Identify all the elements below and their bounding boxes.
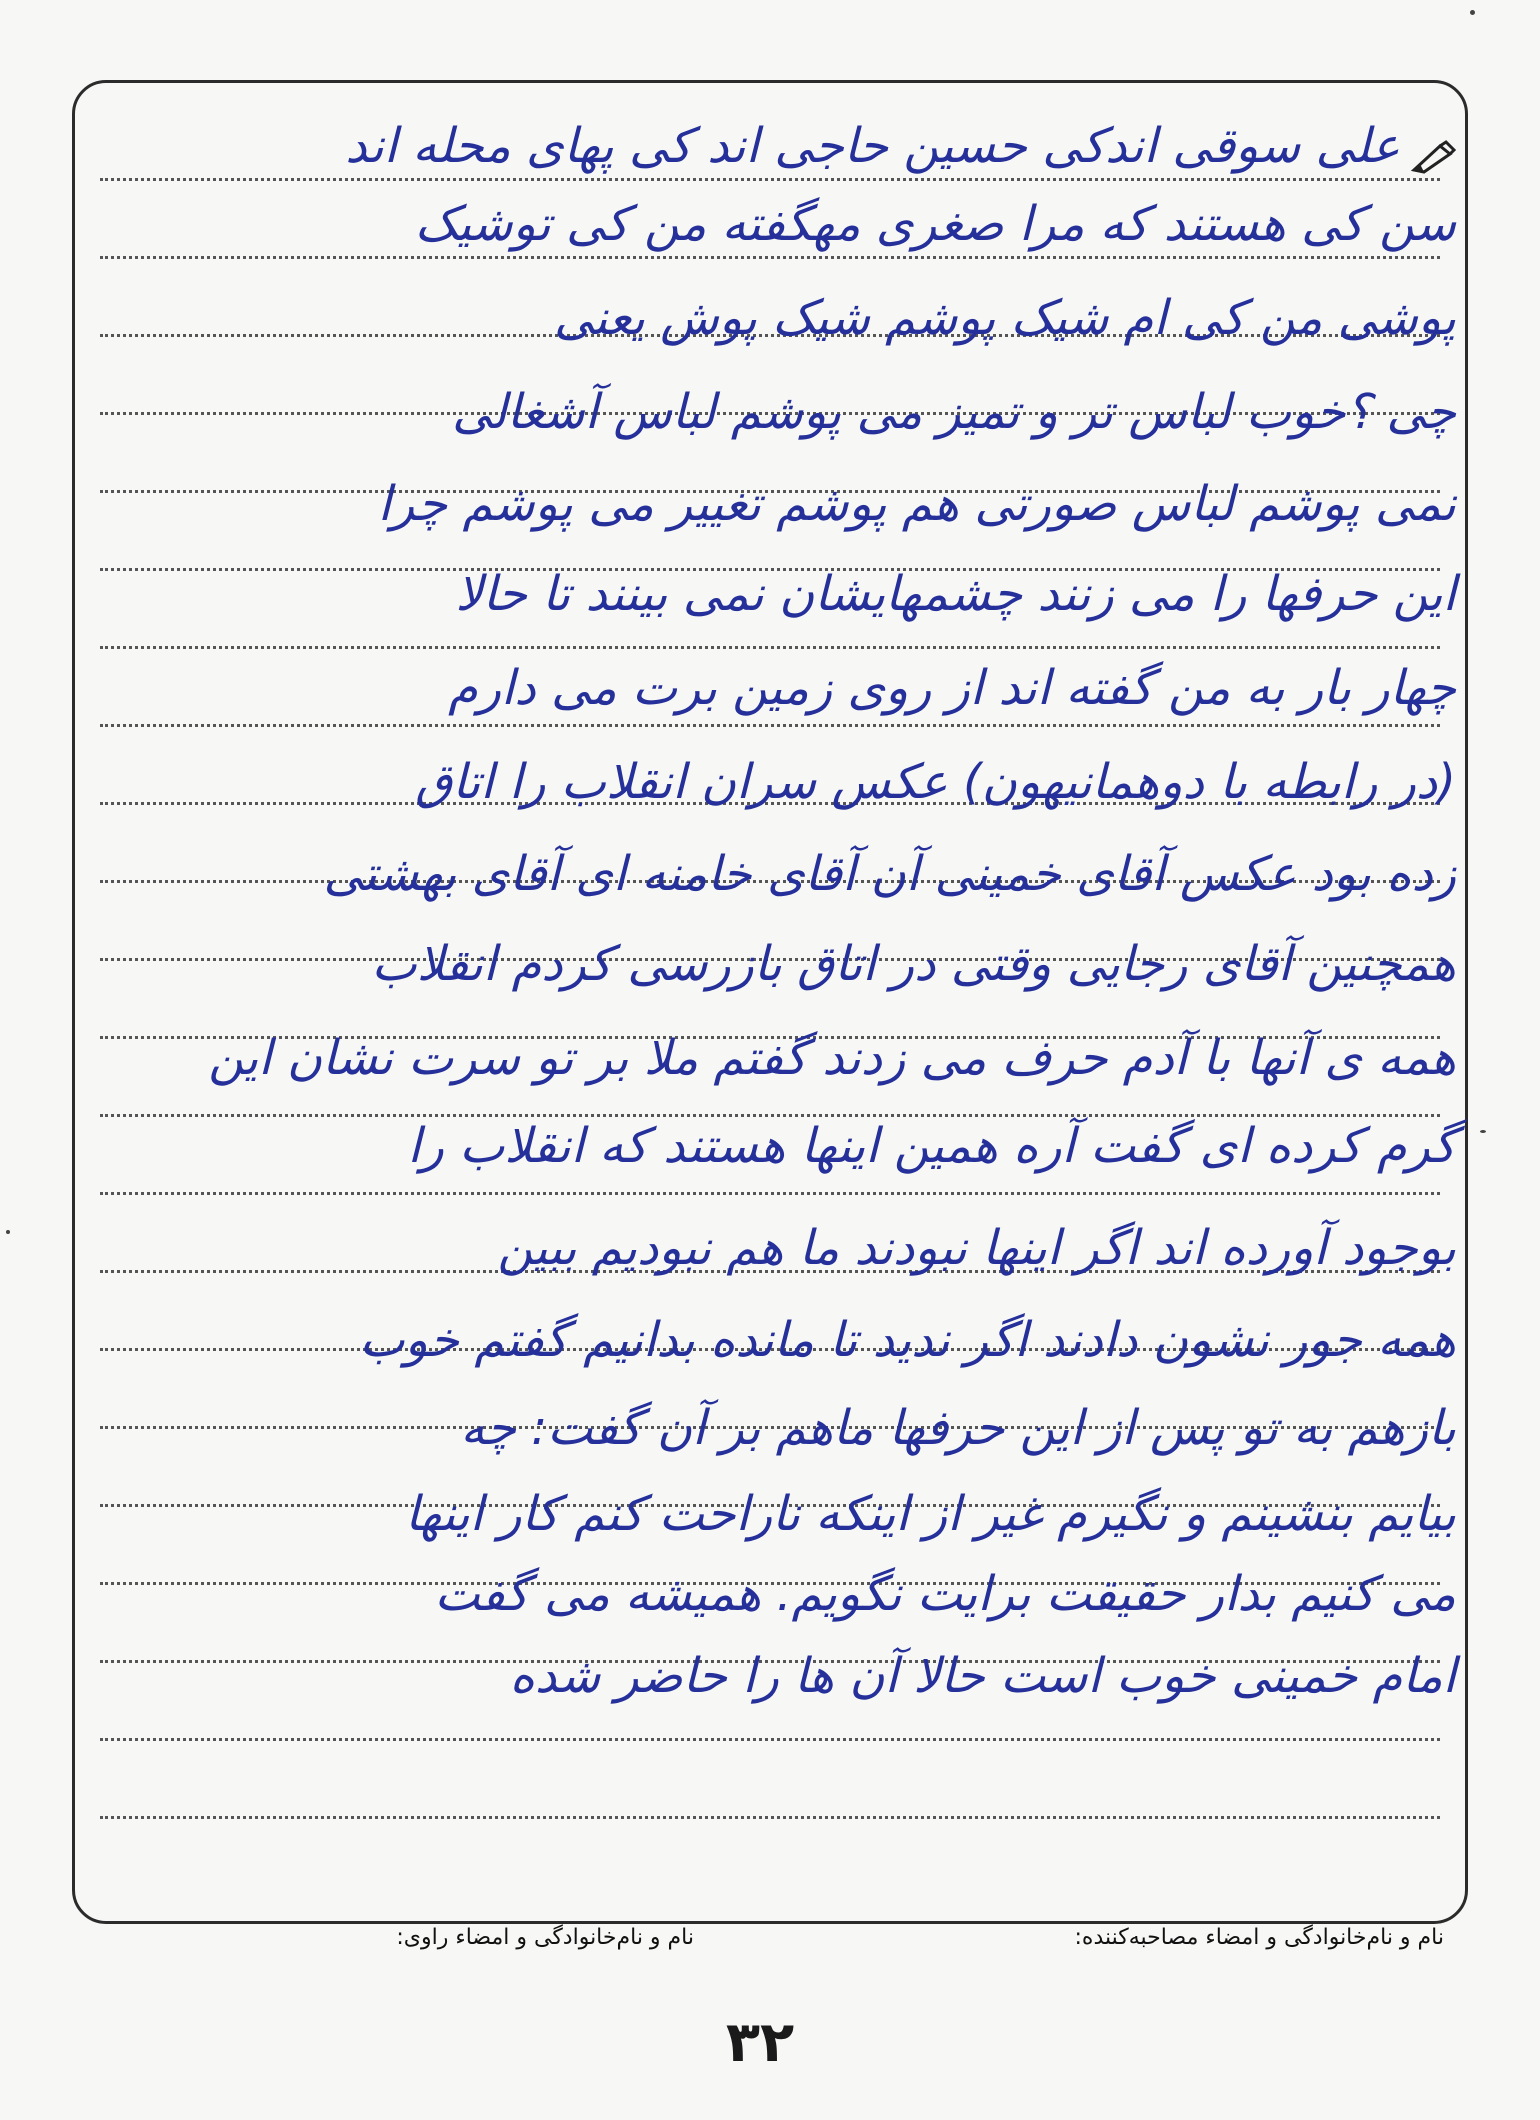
handwritten-line-2: سن کی هستند که مرا صغری مهگفته من کی توشیک (414, 196, 1456, 252)
dotted-line (100, 646, 1440, 649)
handwritten-line-14: همه جور نشون دادند اگر ندید تا مانده بدانیم گفتم خوب (359, 1312, 1456, 1368)
handwritten-line-3: پوشی من کی ام شیک پوشم شیک پوش یعنی (553, 290, 1456, 346)
handwritten-line-5: نمی پوشم لباس صورتی هم پوشم تغییر می پوشم چرا (377, 476, 1456, 532)
pen-icon (1410, 140, 1456, 174)
handwritten-line-17: می کنیم بدار حقیقت برایت نگویم. همیشه می گفت (434, 1566, 1456, 1622)
handwritten-line-16: بیایم بنشینم و نگیرم غیر از اینکه ناراحت کنم کار اینها (405, 1486, 1456, 1542)
handwritten-line-8: (در رابطه با دوهمانیهون) عکس سران انقلاب را اتاق (415, 754, 1456, 810)
handwritten-line-18: امام خمینی خوب است حالا آن ها را حاضر شده (509, 1648, 1456, 1704)
dotted-line (100, 1738, 1440, 1741)
dotted-line (100, 1192, 1440, 1195)
dotted-line (100, 724, 1440, 727)
handwritten-line-4: چی ؟خوب لباس تر و تمیز می پوشم لباس آشغالی (452, 384, 1456, 440)
handwritten-line-9: زده بود عکس آقای خمینی آن آقای خامنه ای آقای بهشتی (323, 846, 1456, 902)
dotted-line (100, 1816, 1440, 1819)
dotted-line (100, 1114, 1440, 1117)
handwritten-line-7: چهار بار به من گفته اند از روی زمین برت می دارم (448, 660, 1456, 716)
page-number: ۳۲ (725, 2010, 795, 2075)
handwritten-line-13: بوجود آورده اند اگر اینها نبودند ما هم نبودیم ببین (497, 1220, 1456, 1276)
handwritten-line-1: علی سوقی اندکی حسین حاجی اند کی پهای محله اند (345, 118, 1400, 174)
handwritten-line-15: بازهم به تو پس از این حرفها ماهم بر آن گفت: چه (460, 1400, 1456, 1456)
dotted-line (100, 256, 1440, 259)
narrator-signature-label: نام و نام‌خانوادگی و امضاء راوی: (396, 1925, 694, 1950)
handwritten-line-10: همچنین آقای رجایی وقتی در اتاق بازرسی کردم انقلاب (371, 936, 1456, 992)
handwritten-line-12: گرم کرده ای گفت آره همین اینها هستند که انقلاب را (407, 1118, 1456, 1174)
scan-speck (6, 1230, 10, 1234)
interviewer-signature-label: نام و نام‌خانوادگی و امضاء مصاحبه‌کننده: (1074, 1925, 1444, 1950)
scan-speck (1480, 1130, 1486, 1133)
handwritten-line-6: این حرفها را می زنند چشمهایشان نمی بینند تا حالا (455, 566, 1456, 622)
dotted-line (100, 178, 1440, 181)
handwritten-line-11: همه ی آنها با آدم حرف می زدند گفتم ملا بر تو سرت نشان این (208, 1030, 1456, 1086)
scan-speck (1470, 10, 1475, 15)
